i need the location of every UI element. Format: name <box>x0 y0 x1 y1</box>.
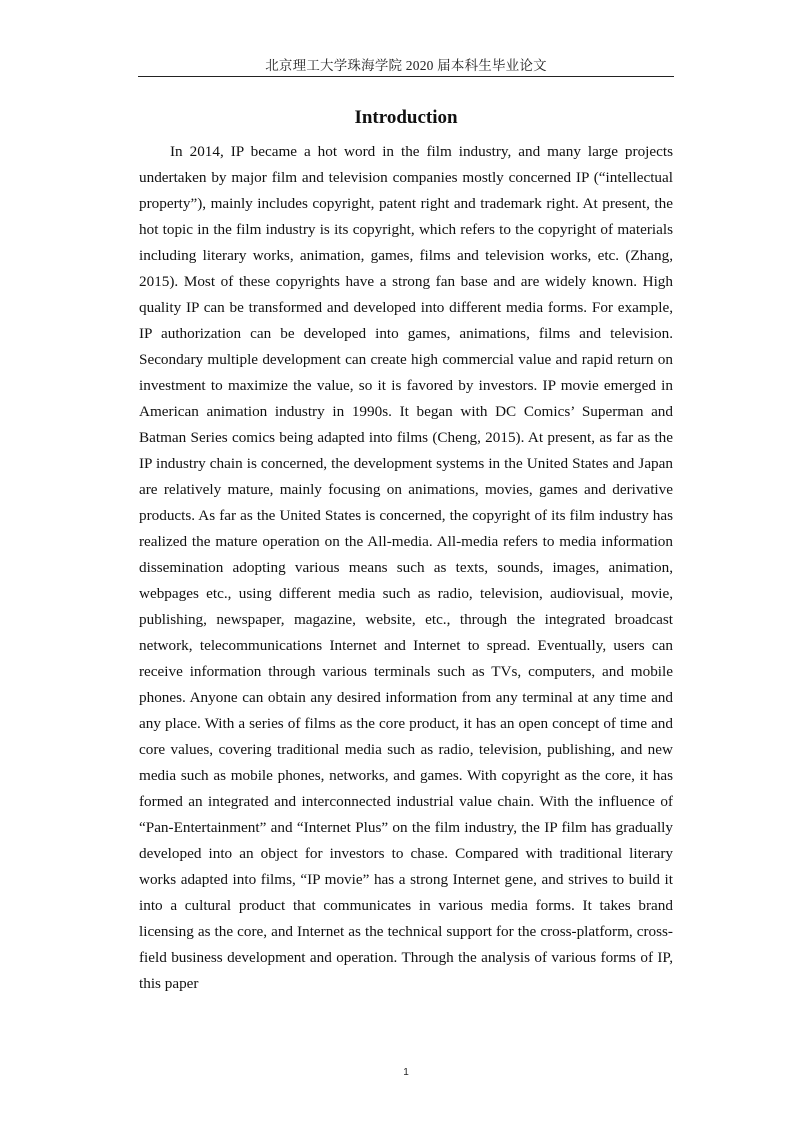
body-paragraph: In 2014, IP became a hot word in the film industry, and many large projects undertaken by major film and television companies mostly concerned IP (“intellectual property”), mainly includes copyright, patent right and trademark right. At present, the hot topic in the film industry is its copyright, which refers to the copyright of materials including literary works, animation, games, films and television works, etc. (Zhang, 2015). Most of these copyrights have a strong fan base and are widely known. High quality IP can be transformed and developed into different media forms. For example, IP authorization can be developed into games, animations, films and television. Secondary multiple development can create high commercial value and rapid return on investment to maximize the value, so it is favored by investors. IP movie emerged in American animation industry in 1990s. It began with DC Comics’ Superman and Batman Series comics being adapted into films (Cheng, 2015). At present, as far as the IP industry chain is concerned, the development systems in the United States and Japan are relatively mature, mainly focusing on animations, movies, games and derivative products. As far as the United States is concerned, the copyright of its film industry has realized the mature operation on the All-media. All-media refers to media information dissemination adopting various means such as texts, sounds, images, animation, webpages etc., using different media such as radio, television, audiovisual, movie, publishing, newspaper, magazine, website, etc., through the integrated broadcast network, telecommunications Internet and Internet to spread. Eventually, users can receive information through various terminals such as TVs, computers, and mobile phones. Anyone can obtain any desired information from any terminal at any time and any place. With a series of films as the core product, it has an open concept of time and core values, covering traditional media such as radio, television, publishing, and new media such as mobile phones, networks, and games. With copyright as the core, it has formed an integrated and interconnected industrial value chain. With the influence of “Pan-Entertainment” and “Internet Plus” on the film industry, the IP film has gradually developed into an object for investors to chase. Compared with traditional literary works adapted into films, “IP movie” has a strong Internet gene, and strives to build it into a cultural product that communicates in various media forms. It takes brand licensing as the core, and Internet as the technical support for the cross-platform, cross-field business development and operation. Through the analysis of various forms of IP, this paper <box>139 143 673 992</box>
section-title: Introduction <box>354 107 458 128</box>
running-header: 北京理工大学珠海学院 2020 届本科生毕业论文 <box>265 58 547 73</box>
page-number: 1 <box>403 1067 409 1078</box>
header-divider <box>138 76 674 77</box>
